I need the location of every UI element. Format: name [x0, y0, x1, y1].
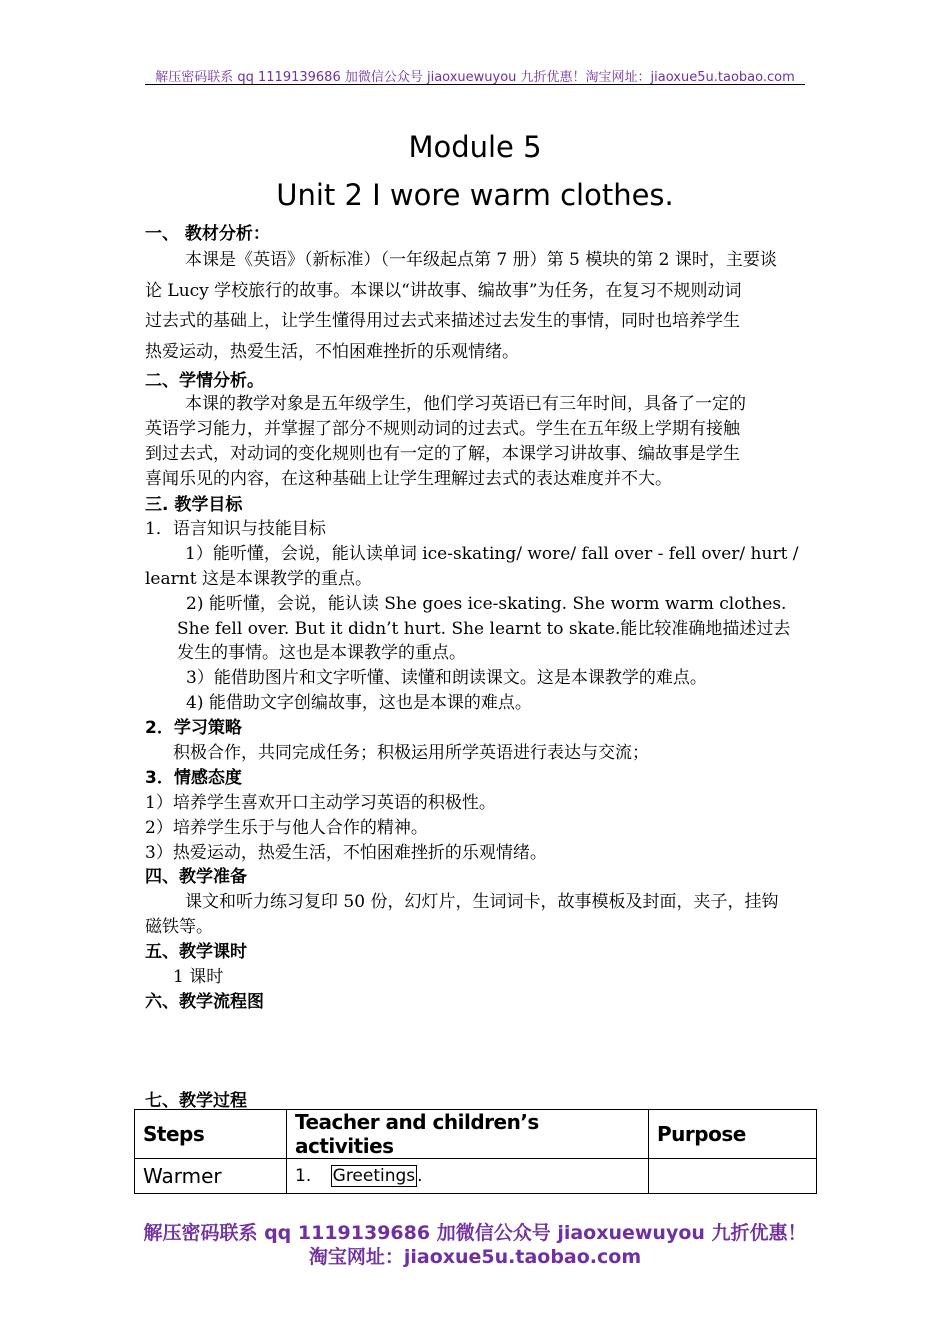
- table-row: [135, 1159, 817, 1194]
- activity-number: 1.: [295, 1166, 312, 1186]
- goal-2-cont: She fell over. But it didn’t hurt. She learnt to skate.能比较准确地描述过去: [177, 619, 791, 639]
- section-7-heading: 七、教学过程: [145, 1091, 247, 1111]
- section-1-line: 论 Lucy 学校旅行的故事。本课以“讲故事、编故事”为任务，在复习不规则动词: [145, 281, 742, 301]
- section-2-line: 喜闻乐见的内容，在这种基础上让学生理解过去式的表达难度并不大。: [145, 469, 672, 489]
- header-purpose: Purpose: [649, 1110, 817, 1159]
- attitude-item: 3）热爱运动，热爱生活，不怕困难挫折的乐观情绪。: [145, 843, 547, 863]
- activity-period: .: [417, 1166, 423, 1186]
- subheading-language-goals: 1．语言知识与技能目标: [145, 519, 326, 539]
- attitude-item: 1）培养学生喜欢开口主动学习英语的积极性。: [145, 793, 496, 813]
- purpose-cell: [649, 1159, 817, 1194]
- goal-2: 2) 能听懂，会说，能认读 She goes ice-skating. She worm warm clothes.: [186, 594, 787, 614]
- teaching-process-table: [134, 1109, 817, 1194]
- section-2-line: 到过去式，对动词的变化规则也有一定的了解，本课学习讲故事、编故事是学生: [145, 444, 740, 464]
- section-4-line: 课文和听力练习复印 50 份，幻灯片，生词词卡，故事模板及封面，夹子，挂钩: [185, 892, 779, 912]
- section-2-line: 本课的教学对象是五年级学生，他们学习英语已有三年时间，具备了一定的: [185, 394, 746, 414]
- section-6-heading: 六、教学流程图: [145, 992, 264, 1012]
- activity-greetings: Greetings: [332, 1166, 416, 1186]
- footer-contact: 解压密码联系 qq 1119139686 加微信公众号 jiaoxuewuyou 九折优惠！: [143, 1222, 807, 1244]
- goal-3: 3）能借助图片和文字听懂、读懂和朗读课文。这是本课教学的难点。: [186, 668, 707, 688]
- section-3-heading: 三. 教学目标: [145, 495, 243, 515]
- goal-1-cont: learnt 这是本课教学的重点。: [145, 569, 372, 589]
- section-5-heading: 五、教学课时: [145, 942, 247, 962]
- activity-cell: [287, 1159, 649, 1194]
- subheading-learning-strategy: 2．学习策略: [145, 718, 242, 738]
- section-1-line: 过去式的基础上，让学生懂得用过去式来描述过去发生的事情，同时也培养学生: [145, 311, 740, 331]
- attitude-item: 2）培养学生乐于与他人合作的精神。: [145, 818, 428, 838]
- section-5-line: 1 课时: [173, 967, 224, 987]
- section-1-line: 热爱运动，热爱生活，不怕困难挫折的乐观情绪。: [145, 342, 519, 362]
- section-1-line: 本课是《英语》（新标准）（一年级起点第 7 册）第 5 模块的第 2 课时，主要谈: [185, 250, 777, 270]
- section-4-heading: 四、教学准备: [145, 867, 247, 887]
- goal-2-cont: 发生的事情。这也是本课教学的重点。: [177, 643, 466, 663]
- step-cell: Warmer: [135, 1159, 287, 1194]
- section-4-line: 磁铁等。: [145, 917, 213, 937]
- footer-shop-url: 淘宝网址：jiaoxue5u.taobao.com: [308, 1246, 642, 1268]
- goal-4: 4) 能借助文字创编故事，这也是本课的难点。: [186, 693, 532, 713]
- header-steps: Steps: [135, 1110, 287, 1159]
- section-2-heading: 二、学情分析。: [145, 371, 264, 391]
- section-1-heading: 一、 教材分析：: [145, 224, 270, 244]
- subheading-attitude: 3．情感态度: [145, 768, 242, 788]
- strategy-text: 积极合作，共同完成任务；积极运用所学英语进行表达与交流；: [173, 743, 649, 763]
- header-contact: 解压密码联系 qq 1119139686 加微信公众号 jiaoxuewuyou 九折优惠！淘宝网址：jiaoxue5u.taobao.com: [155, 70, 795, 85]
- header-activities: Teacher and children’s activities: [287, 1110, 649, 1159]
- section-2-line: 英语学习能力，并掌握了部分不规则动词的过去式。学生在五年级上学期有接触: [145, 419, 740, 439]
- table-header-row: [135, 1110, 817, 1159]
- header-divider: [145, 84, 805, 85]
- module-title: Module 5: [408, 130, 542, 164]
- unit-title: Unit 2 I wore warm clothes.: [276, 178, 674, 212]
- goal-1: 1）能听懂，会说，能认读单词 ice-skating/ wore/ fall over - fell over/ hurt /: [185, 544, 799, 564]
